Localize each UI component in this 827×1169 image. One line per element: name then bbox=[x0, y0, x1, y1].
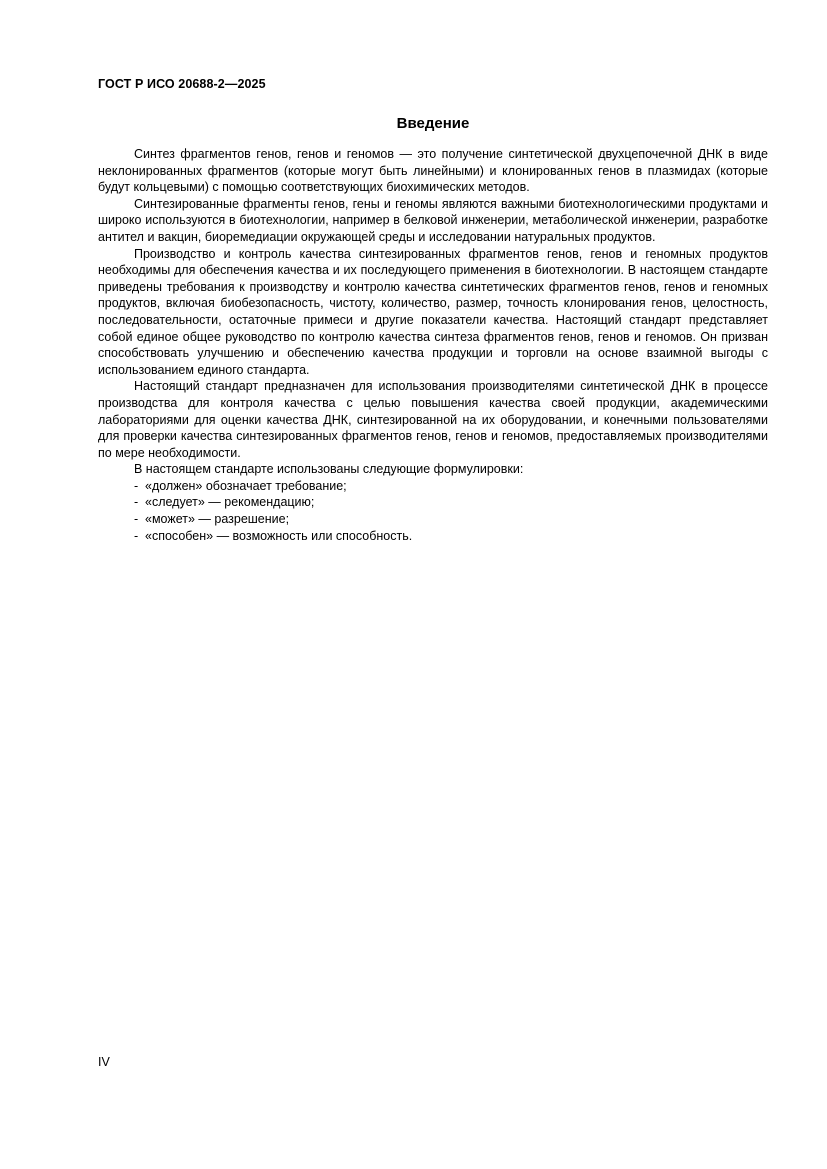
formulation-list bbox=[98, 478, 768, 544]
page-number: IV bbox=[98, 1055, 110, 1069]
list-bullet: - bbox=[134, 495, 139, 510]
paragraph: Настоящий стандарт предназначен для использования производителями синтетической ДНК в процессе производства для контроля качества с целью повышения качества своей продукции, академическими лабораториями для оценки качества ДНК, синтезированной на их оборудовании, и конечными пользователями для проверки качества синтезированных фрагментов генов, генов и геномов, предоставляемых производителями по мере необходимости. bbox=[98, 379, 768, 460]
list-item-text: «следует» — рекомендацию; bbox=[145, 495, 315, 510]
list-item bbox=[98, 528, 768, 545]
list-item-text: «может» — разрешение; bbox=[145, 512, 290, 527]
paragraph: В настоящем стандарте использованы следующие формулировки: bbox=[134, 462, 524, 477]
section-title: Введение bbox=[396, 115, 470, 132]
section-body bbox=[98, 146, 768, 544]
paragraph: Производство и контроль качества синтезированных фрагментов генов, генов и геномных продуктов необходимы для обеспечения качества и их последующего применения в биотехнологии. В настоящем стандарте приведены требования к производству и контролю качества синтетических фрагментов генов, генов и геномных продуктов, включая биобезопасность, чистоту, количество, размер, точность клонирования генов, целостность, последовательности, остаточные примеси и другие показатели качества. Настоящий стандарт представляет собой единое общее руководство по контролю качества синтеза фрагментов генов, генов и геномов. Он призван способствовать улучшению и обеспечению качества продукции и торговли на основе взаимной выгоды с использованием единого стандарта. bbox=[98, 246, 768, 377]
list-item bbox=[98, 494, 768, 511]
list-item-text: «способен» — возможность или способность. bbox=[145, 528, 413, 543]
list-item bbox=[98, 511, 768, 528]
list-bullet: - bbox=[134, 512, 139, 527]
list-item bbox=[98, 478, 768, 495]
document-code-header: ГОСТ Р ИСО 20688-2—2025 bbox=[98, 77, 266, 91]
list-item-text: «должен» обозначает требование; bbox=[145, 478, 347, 493]
paragraph: Синтез фрагментов генов, генов и геномов — это получение синтетической двухцепочечной ДНК в виде неклонированных фрагментов (которые могут быть линейными) и клонированных генов в плазмидах (которые будут кольцевыми) с помощью соответствующих биохимических методов. bbox=[98, 147, 768, 195]
paragraph: Синтезированные фрагменты генов, гены и геномы являются важными биотехнологическими продуктами и широко используются в биотехнологии, например в белковой инженерии, метаболической инженерии, разработке антител и вакцин, биоремедиации окружающей среды и исследовании натуральных продуктов. bbox=[98, 196, 768, 244]
list-bullet: - bbox=[134, 478, 139, 493]
list-bullet: - bbox=[134, 528, 139, 543]
